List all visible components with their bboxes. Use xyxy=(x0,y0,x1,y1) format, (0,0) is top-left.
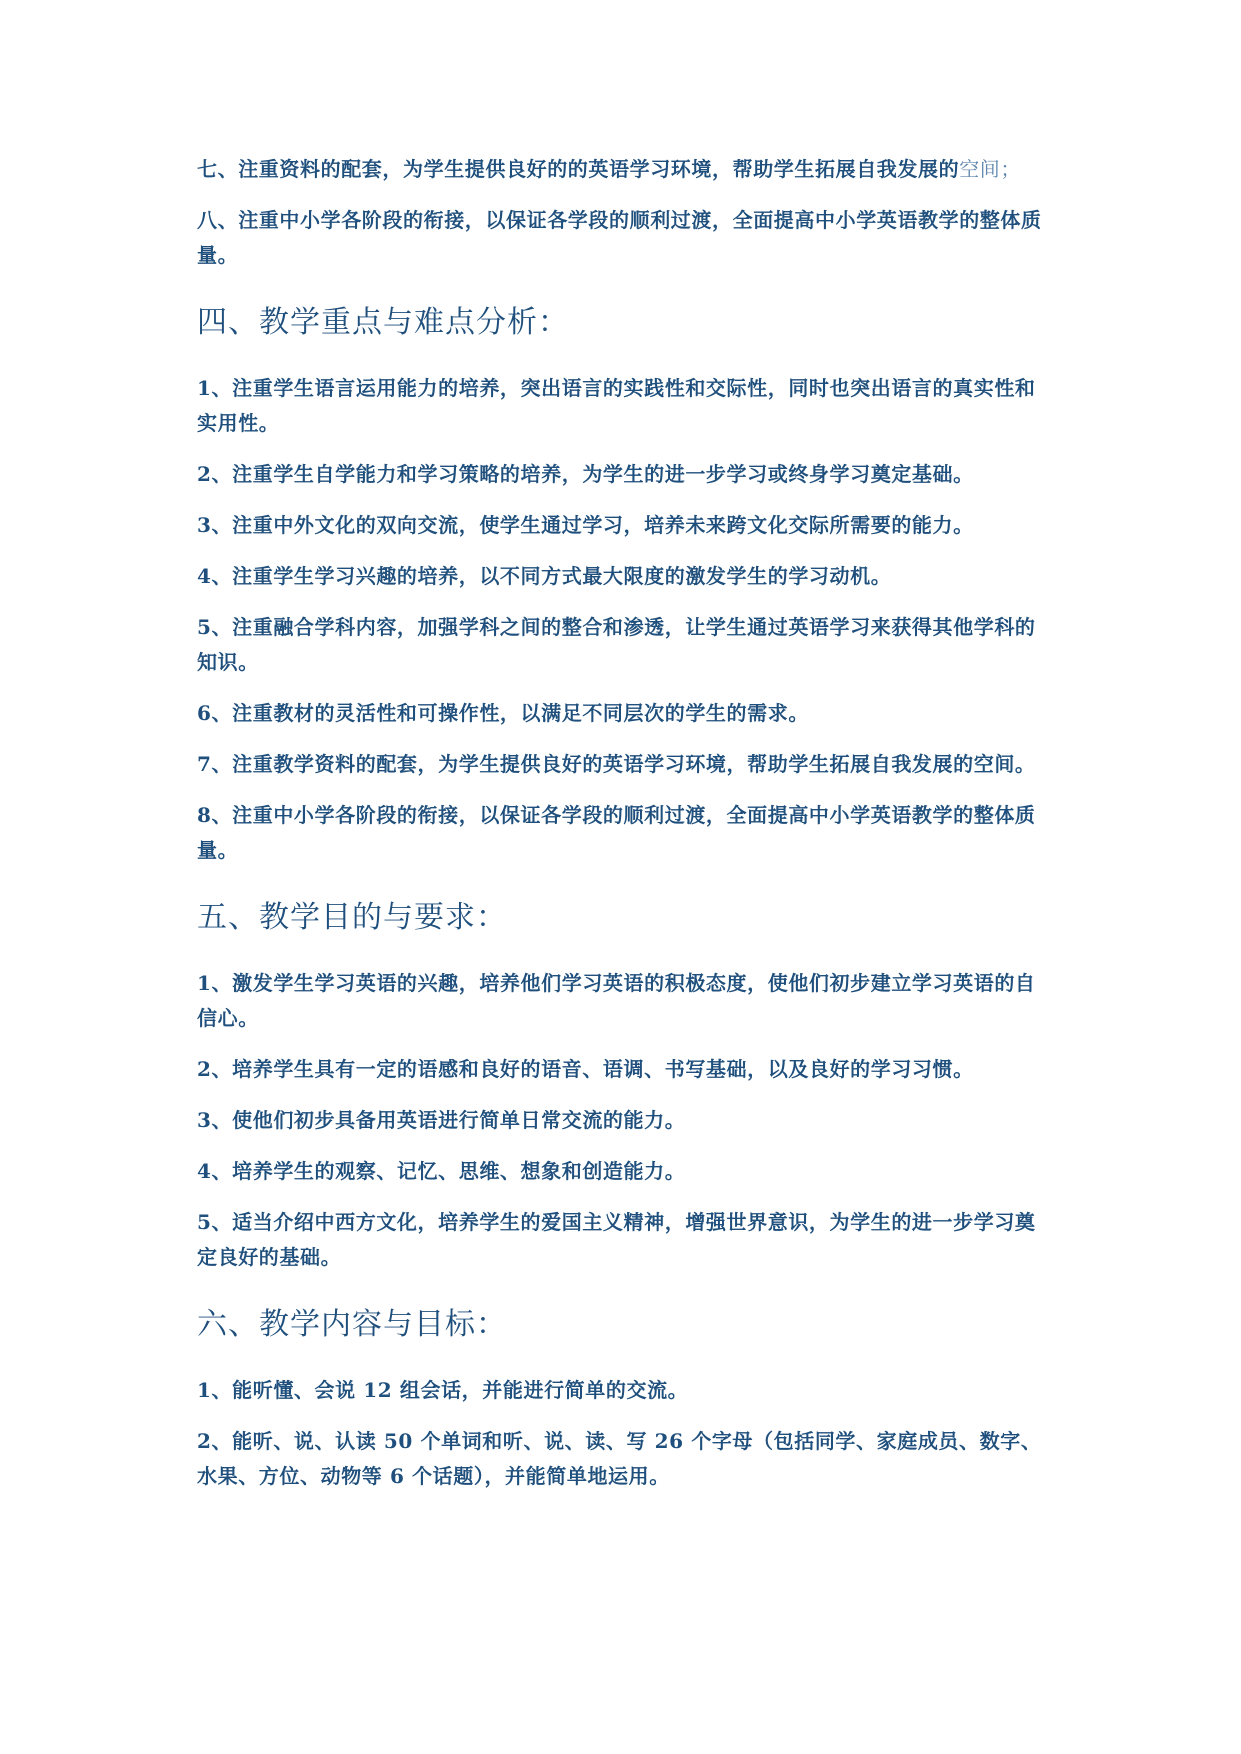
section-5-item: 2、培养学生具有一定的语感和良好的语音、语调、书写基础，以及良好的学习习惯。 xyxy=(197,1057,974,1081)
section-4-item: 5、注重融合学科内容，加强学科之间的整合和渗透，让学生通过英语学习来获得其他学科的知识。 xyxy=(197,615,1036,674)
section-4-item: 2、注重学生自学能力和学习策略的培养，为学生的进一步学习或终身学习奠定基础。 xyxy=(197,462,974,486)
section-5-item: 4、培养学生的观察、记忆、思维、想象和创造能力。 xyxy=(197,1159,686,1183)
section-4-item: 6、注重教材的灵活性和可操作性，以满足不同层次的学生的需求。 xyxy=(197,701,809,725)
section-4-item: 8、注重中小学各阶段的衔接，以保证各学段的顺利过渡，全面提高中小学英语教学的整体质量。 xyxy=(197,803,1036,862)
section-4-item: 7、注重教学资料的配套，为学生提供良好的英语学习环境，帮助学生拓展自我发展的空间。 xyxy=(197,752,1036,776)
paragraph-intro-7 xyxy=(197,152,1045,187)
section-6-item: 1、能听懂、会说 12 组会话，并能进行简单的交流。 xyxy=(197,1378,689,1402)
section-5-item: 5、适当介绍中西方文化，培养学生的爱国主义精神，增强世界意识，为学生的进一步学习奠定良好的基础。 xyxy=(197,1210,1036,1269)
section-4-item: 4、注重学生学习兴趣的培养，以不同方式最大限度的激发学生的学习动机。 xyxy=(197,564,892,588)
section-5-heading: 五、教学目的与要求： xyxy=(197,900,507,935)
paragraph-intro-7-tail: 空间； xyxy=(959,157,1022,181)
paragraph-intro-8: 八、注重中小学各阶段的衔接，以保证各学段的顺利过渡，全面提高中小学英语教学的整体质量。 xyxy=(197,208,1042,267)
section-5-item: 3、使他们初步具备用英语进行简单日常交流的能力。 xyxy=(197,1108,686,1132)
section-4-item: 3、注重中外文化的双向交流，使学生通过学习，培养未来跨文化交际所需要的能力。 xyxy=(197,513,974,537)
document-body xyxy=(197,152,1045,1510)
paragraph-intro-7-text: 七、注重资料的配套，为学生提供良好的的英语学习环境，帮助学生拓展自我发展的 xyxy=(197,157,960,181)
section-5-item: 1、激发学生学习英语的兴趣，培养他们学习英语的积极态度，使他们初步建立学习英语的自信心。 xyxy=(197,971,1036,1030)
section-4-heading: 四、教学重点与难点分析： xyxy=(197,305,569,340)
section-6-item: 2、能听、说、认读 50 个单词和听、说、读、写 26 个字母（包括同学、家庭成员、数字、水果、方位、动物等 6 个话题），并能简单地运用。 xyxy=(197,1429,1042,1488)
section-6-heading: 六、教学内容与目标： xyxy=(197,1307,507,1342)
section-4-item: 1、注重学生语言运用能力的培养，突出语言的实践性和交际性，同时也突出语言的真实性和实用性。 xyxy=(197,376,1036,435)
